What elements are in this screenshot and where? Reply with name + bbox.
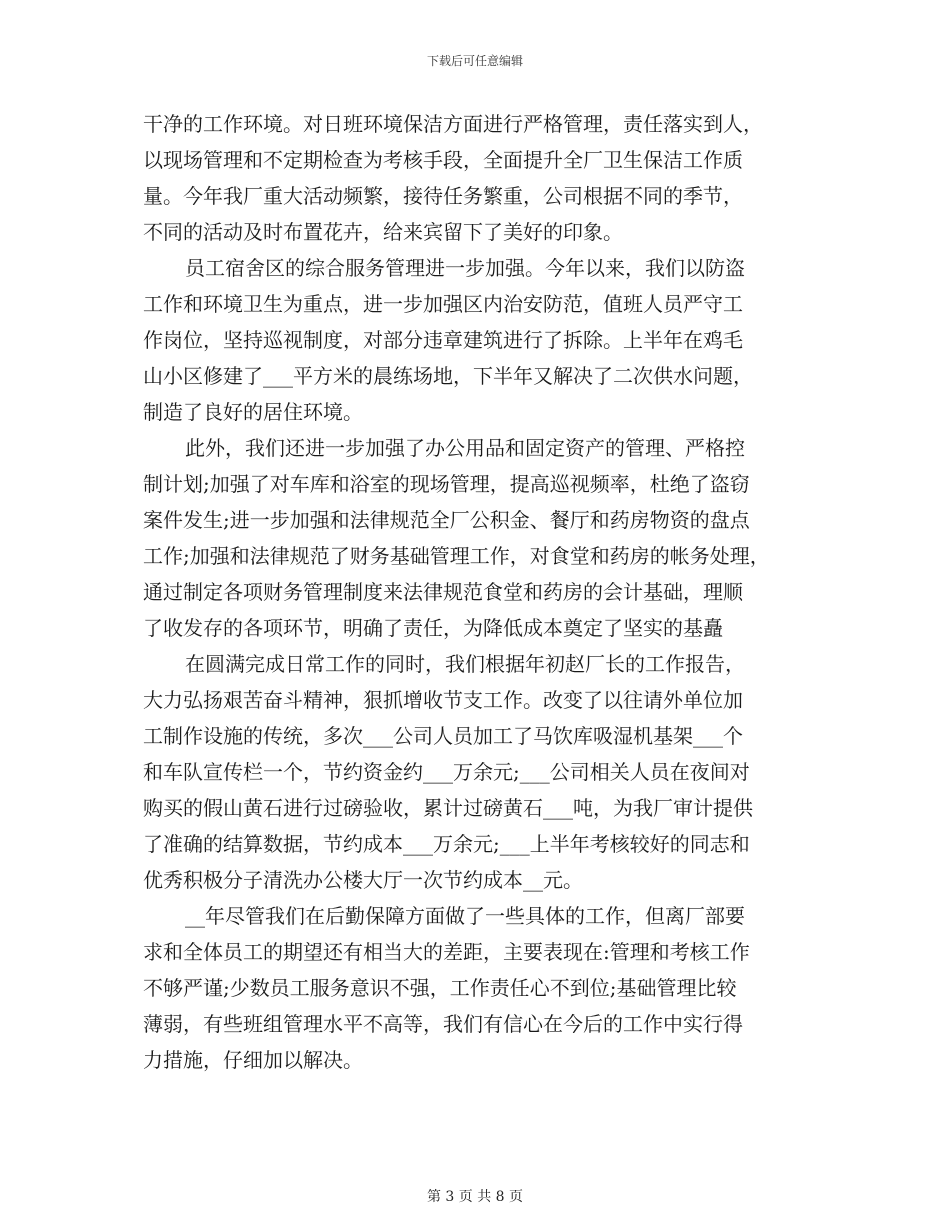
page-number: 第 3 页 共 8 页	[426, 1189, 524, 1205]
text-line: 不同的活动及时布置花卉，给来宾留下了美好的印象。	[143, 220, 623, 244]
text-line: 薄弱，有些班组管理水平不高等，我们有信心在今后的工作中实行得	[143, 1012, 743, 1036]
text-line: 员工宿舍区的综合服务管理进一步加强。今年以来，我们以防盗	[185, 256, 745, 280]
text-line: 工作和环境卫生为重点，进一步加强区内治安防范，值班人员严守工	[143, 292, 743, 316]
text-line: 了准确的结算数据，节约成本___万余元;___上半年考核较好的同志和	[143, 832, 750, 856]
text-line: 工制作设施的传统，多次___公司人员加工了马饮库吸湿机基架___个	[143, 724, 743, 748]
text-line: 制计划;加强了对车库和浴室的现场管理，提高巡视频率，杜绝了盗窃	[143, 472, 750, 496]
text-line: 了收发存的各项环节，明确了责任，为降低成本奠定了坚实的基矗	[143, 616, 723, 640]
text-line: 购买的假山黄石进行过磅验收，累计过磅黄石___吨，为我厂审计提供	[143, 796, 753, 820]
paragraph-4	[143, 646, 815, 898]
paragraph-3	[143, 430, 815, 646]
text-line: 干净的工作环境。对日班环境保洁方面进行严格管理，责任落实到人，	[143, 112, 763, 136]
text-line: 案件发生;进一步加强和法律规范全厂公积金、餐厅和药房物资的盘点	[143, 508, 750, 532]
text-line: 在圆满完成日常工作的同时，我们根据年初赵厂长的工作报告，	[185, 652, 745, 676]
document-body	[143, 106, 815, 1078]
text-line: 不够严谨;少数员工服务意识不强，工作责任心不到位;基础管理比较	[143, 976, 737, 1000]
text-line: __年尽管我们在后勤保障方面做了一些具体的工作，但离厂部要	[185, 904, 745, 928]
paragraph-2	[143, 250, 815, 430]
text-line: 优秀积极分子清洗办公楼大厅一次节约成本__元。	[143, 868, 583, 892]
text-line: 作岗位，坚持巡视制度，对部分违章建筑进行了拆除。上半年在鸡毛	[143, 328, 743, 352]
paragraph-5	[143, 898, 815, 1078]
text-line: 通过制定各项财务管理制度来法律规范食堂和药房的会计基础，理顺	[143, 580, 743, 604]
text-line: 和车队宣传栏一个，节约资金约___万余元;___公司相关人员在夜间对	[143, 760, 750, 784]
text-line: 以现场管理和不定期检查为考核手段，全面提升全厂卫生保洁工作质	[143, 148, 743, 172]
text-line: 山小区修建了___平方米的晨练场地，下半年又解决了二次供水问题，	[143, 364, 753, 388]
text-line: 制造了良好的居住环境。	[143, 400, 363, 424]
text-line: 工作;加强和法律规范了财务基础管理工作，对食堂和药房的帐务处理，	[143, 544, 770, 568]
text-line: 此外，我们还进一步加强了办公用品和固定资产的管理、严格控	[185, 436, 745, 460]
text-line: 大力弘扬艰苦奋斗精神，狠抓增收节支工作。改变了以往请外单位加	[143, 688, 743, 712]
text-line: 量。今年我厂重大活动频繁，接待任务繁重，公司根据不同的季节，	[143, 184, 743, 208]
page-header-note: 下载后可任意编辑	[426, 54, 523, 68]
text-line: 力措施，仔细加以解决。	[143, 1048, 363, 1072]
text-line: 求和全体员工的期望还有相当大的差距，主要表现在:管理和考核工作	[143, 940, 750, 964]
paragraph-1	[143, 106, 815, 250]
